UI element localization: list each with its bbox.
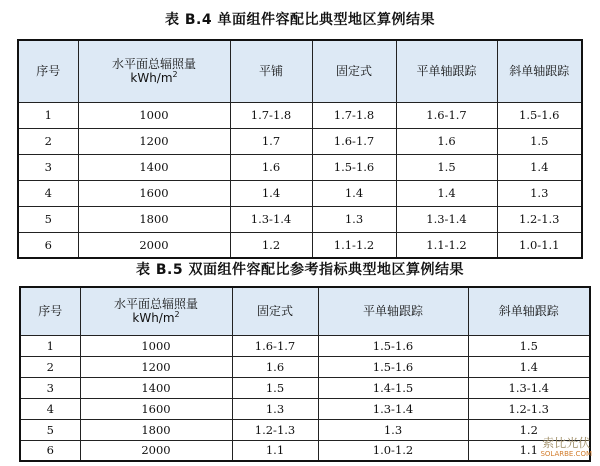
- table-cell: 1.2: [468, 419, 590, 440]
- table-cell: 5: [20, 419, 80, 440]
- table-cell: 2: [20, 356, 80, 377]
- table-cell: 1.3-1.4: [468, 377, 590, 398]
- table-cell: 1600: [78, 180, 230, 206]
- table-cell: 2000: [80, 440, 232, 461]
- table-cell: 4: [20, 398, 80, 419]
- table-row: [20, 440, 590, 461]
- table-cell: 3: [18, 154, 78, 180]
- watermark-text: 索比光伏: [542, 436, 591, 450]
- table-cell: 1.2-1.3: [468, 398, 590, 419]
- col-header-horizontal-single-axis: 平单轴跟踪: [396, 40, 497, 102]
- table-cell: 1.1: [468, 440, 590, 461]
- table-cell: 1400: [80, 377, 232, 398]
- table-cell: 1.3: [318, 419, 468, 440]
- table-cell: 1.0-1.2: [318, 440, 468, 461]
- table-row: [20, 377, 590, 398]
- table-cell: 1.0-1.1: [497, 232, 582, 258]
- table-cell: 1.5-1.6: [318, 356, 468, 377]
- table-cell: 2: [18, 128, 78, 154]
- table-cell: 1: [18, 102, 78, 128]
- col-header-index: 序号: [20, 287, 80, 335]
- table-b4-caption: 表 B.4 单面组件容配比典型地区算例结果: [165, 12, 435, 28]
- table-cell: 3: [20, 377, 80, 398]
- table-cell: 1: [20, 335, 80, 356]
- col-header-irradiation: 水平面总辐照量 kWh/$m^2$: [78, 40, 230, 102]
- table-row: [18, 154, 582, 180]
- table-b5-bifacial: [19, 286, 591, 462]
- table-cell: 1.7-1.8: [230, 102, 312, 128]
- table-cell: 1400: [78, 154, 230, 180]
- irradiation-unit: kWh/m: [132, 311, 175, 326]
- col-header-tilted-single-axis: 斜单轴跟踪: [468, 287, 590, 335]
- irradiation-label: 水平面总辐照量: [111, 57, 196, 72]
- table-cell: 1.6: [232, 356, 318, 377]
- table-cell: 1600: [80, 398, 232, 419]
- table-cell: 1.4: [468, 356, 590, 377]
- table-cell: 1.3-1.4: [230, 206, 312, 232]
- table-b5-body: [20, 335, 590, 461]
- table-b4-body: [18, 102, 582, 258]
- table-cell: 1200: [80, 356, 232, 377]
- table-cell: 1.5-1.6: [318, 335, 468, 356]
- col-header-tilted-single-axis: 斜单轴跟踪: [497, 40, 582, 102]
- table-cell: 1.6: [230, 154, 312, 180]
- table-row: [20, 398, 590, 419]
- table-cell: 1200: [78, 128, 230, 154]
- table-cell: 1.5: [468, 335, 590, 356]
- col-header-irradiation: 水平面总辐照量 kWh/$m^2$: [80, 287, 232, 335]
- table-cell: 1000: [78, 102, 230, 128]
- table-b4-header-row: [18, 40, 582, 102]
- table-cell: 1.1-1.2: [312, 232, 396, 258]
- table-row: [20, 419, 590, 440]
- table-b4-single-sided: [17, 39, 583, 259]
- table-row: [18, 102, 582, 128]
- table-cell: 1800: [80, 419, 232, 440]
- table-cell: 1.7-1.8: [312, 102, 396, 128]
- table-cell: 1.1: [232, 440, 318, 461]
- table-cell: 1.2: [230, 232, 312, 258]
- table-cell: 1.4: [312, 180, 396, 206]
- table-cell: 1.2-1.3: [232, 419, 318, 440]
- col-header-fixed: 固定式: [232, 287, 318, 335]
- irradiation-label: 水平面总辐照量: [113, 297, 198, 312]
- table-cell: 1.1-1.2: [396, 232, 497, 258]
- table-cell: 6: [18, 232, 78, 258]
- table-row: [20, 335, 590, 356]
- table-cell: 4: [18, 180, 78, 206]
- col-header-index: 序号: [18, 40, 78, 102]
- table-cell: 2000: [78, 232, 230, 258]
- table-cell: 1.5-1.6: [497, 102, 582, 128]
- table-row: [20, 356, 590, 377]
- table-cell: 1.6-1.7: [312, 128, 396, 154]
- table-cell: 1.5: [497, 128, 582, 154]
- table-cell: 1.6-1.7: [232, 335, 318, 356]
- table-cell: 1.3: [497, 180, 582, 206]
- table-cell: 6: [20, 440, 80, 461]
- table-b5-header-row: [20, 287, 590, 335]
- table-cell: 5: [18, 206, 78, 232]
- table-cell: 1.3-1.4: [318, 398, 468, 419]
- table-cell: 1.3-1.4: [396, 206, 497, 232]
- table-cell: 1.6: [396, 128, 497, 154]
- table-cell: 1800: [78, 206, 230, 232]
- table-cell: 1.2-1.3: [497, 206, 582, 232]
- col-header-flat: 平铺: [230, 40, 312, 102]
- table-cell: 1.5: [232, 377, 318, 398]
- table-cell: 1.5: [396, 154, 497, 180]
- table-cell: 1.4: [497, 154, 582, 180]
- irradiation-unit: kWh/m: [130, 71, 173, 86]
- table-row: [18, 206, 582, 232]
- table-row: [18, 232, 582, 258]
- table-row: [18, 180, 582, 206]
- table-row: [18, 128, 582, 154]
- watermark-logo: [540, 438, 592, 460]
- table-b5-caption: 表 B.5 双面组件容配比参考指标典型地区算例结果: [136, 262, 464, 278]
- col-header-fixed: 固定式: [312, 40, 396, 102]
- table-cell: 1.4-1.5: [318, 377, 468, 398]
- col-header-horizontal-single-axis: 平单轴跟踪: [318, 287, 468, 335]
- table-cell: 1.3: [312, 206, 396, 232]
- watermark-url: SOLARBE.COM: [540, 450, 592, 458]
- table-cell: 1.6-1.7: [396, 102, 497, 128]
- table-cell: 1.5-1.6: [312, 154, 396, 180]
- table-cell: 1.3: [232, 398, 318, 419]
- table-cell: 1.7: [230, 128, 312, 154]
- table-cell: 1000: [80, 335, 232, 356]
- table-cell: 1.4: [230, 180, 312, 206]
- table-cell: 1.4: [396, 180, 497, 206]
